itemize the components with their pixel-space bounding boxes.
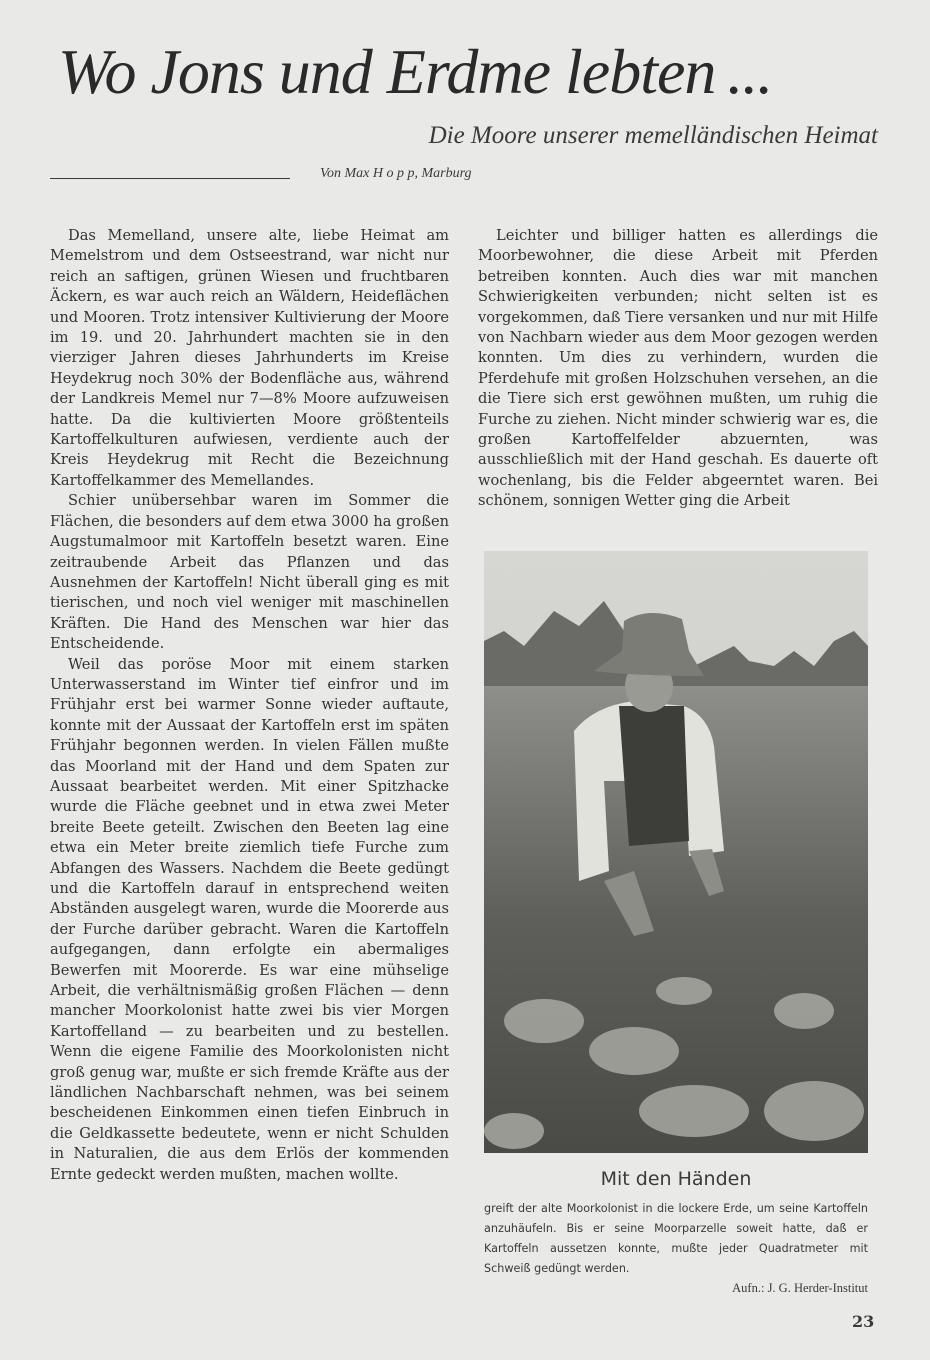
photo-credit: Aufn.: J. G. Herder-Institut [732, 1281, 868, 1295]
photo-illustration [484, 551, 868, 1153]
photo-moor-colonist [484, 551, 868, 1153]
right-column [478, 226, 878, 512]
photo-caption-text: greift der alte Moorkolonist in die lockere Erde, um seine Kartoffeln anzuhäufeln. Bis er seine Moorparzelle soweit hatte, daß er Kartoffeln aussetzen konnte, mußte jeder Quadratmeter mit Schweiß gedüngt werden. [484, 1202, 868, 1275]
byline: Von Max H o p p, Marburg [320, 166, 472, 181]
man-vest [619, 706, 689, 846]
paragraph: Schier unübersehbar waren im Sommer die Flächen, die besonders auf dem etwa 3000 ha großen Augstumalmoor mit Kartoffeln besetzt waren. Eine zeitraubende Arbeit das Pflanzen und das Ausnehmen der Kartoffeln! Nicht überall ging es mit tierischen, und noch viel weniger mit maschinellen Kräften. Die Hand des Menschen war hier das Entscheidende. [50, 492, 449, 653]
left-column [50, 226, 449, 1185]
byline-rule [50, 178, 290, 179]
article-subtitle: Die Moore unserer memelländischen Heimat [428, 122, 878, 149]
paragraph: Das Memelland, unsere alte, liebe Heimat am Memelstrom und dem Ostseestrand, war nicht nur reich an saftigen, grünen Wiesen und fruchtbaren Äckern, es war auch reich an Wäldern, Heideflächen und Mooren. Trotz intensiver Kultivierung der Moore im 19. und 20. Jahrhundert machten sie in den vierziger Jahren dieses Jahrhunderts im Kreise Heydekrug noch 30% der Bodenfläche aus, während der Landkreis Memel nur 7—8% Moore aufzuweisen hatte. Da die kultivierten Moore größtenteils Kartoffelkulturen aufwiesen, verdiente auch der Kreis Heydekrug mit Recht die Bezeichnung Kartoffelkammer des Memellandes. [50, 227, 449, 489]
article-title: Wo Jons und Erdme lebten ... [58, 36, 773, 107]
page-number: 23 [852, 1312, 875, 1331]
paragraph: Weil das poröse Moor mit einem starken Unterwasserstand im Winter tief einfror und im Frühjahr erst bei warmer Sonne wieder auftaute, konnte mit der Aussaat der Kartoffeln erst im späten Frühjahr begonnen werden. In vielen Fällen mußte das Moorland mit der Hand und dem Spaten zur Aussaat bearbeitet werden. Mit einer Spitzhacke wurde die Fläche geebnet und in etwa zwei Meter breite Beete geteilt. Zwischen den Beeten lag eine etwa ein Meter breite ziemlich tiefe Furche zum Abfangen des Wassers. Nachdem die Beete gedüngt und die Kartoffeln darauf in entsprechend weiten Abständen ausgelegt waren, wurde die Moorerde aus der Furche darüber gebracht. Waren die Kartoffeln aufgegangen, dann erfolgte ein abermaliges Bewerfen mit Moorerde. Es war eine mühselige Arbeit, die verhältnismäßig großen Flächen — denn mancher Moorkolonist hatte zwei bis vier Morgen Kartoffelland — zu bearbeiten und zu bestellen. Wenn die eigene Familie des Moorkolonisten nicht groß genug war, mußte er sich fremde Kräfte aus der ländlichen Nachbarschaft nehmen, was bei seinem bescheidenen Einkommen einen tiefen Einbruch in die Geldkassette bedeutete, wenn er nicht Schulden in Naturalien, die aus dem Erlös der kommenden Ernte gedeckt werden mußten, machen wollte. [50, 655, 449, 1183]
paragraph: Leichter und billiger hatten es allerdings die Moorbewohner, die diese Arbeit mit Pferden betreiben konnten. Auch dies war mit manchen Schwierigkeiten verbunden; nicht selten ist es vorgekommen, daß Tiere versanken und nur mit Hilfe von Nachbarn wieder aus dem Moor gezogen werden konnten. Um dies zu verhindern, wurden die Pferdehufe mit großen Holzschuhen versehen, an die die Tiere sich erst gewöhnen mußten, um ruhig die Furche zu ziehen. Nicht minder schwierig war es, die großen Kartoffelfelder abzuernten, was ausschließlich mit der Hand geschah. Es dauerte oft wochenlang, bis die Felder abgeerntet waren. Bei schönem, sonnigen Wetter ging die Arbeit [478, 227, 878, 510]
photo-caption-title: Mit den Händen [600, 1168, 752, 1190]
